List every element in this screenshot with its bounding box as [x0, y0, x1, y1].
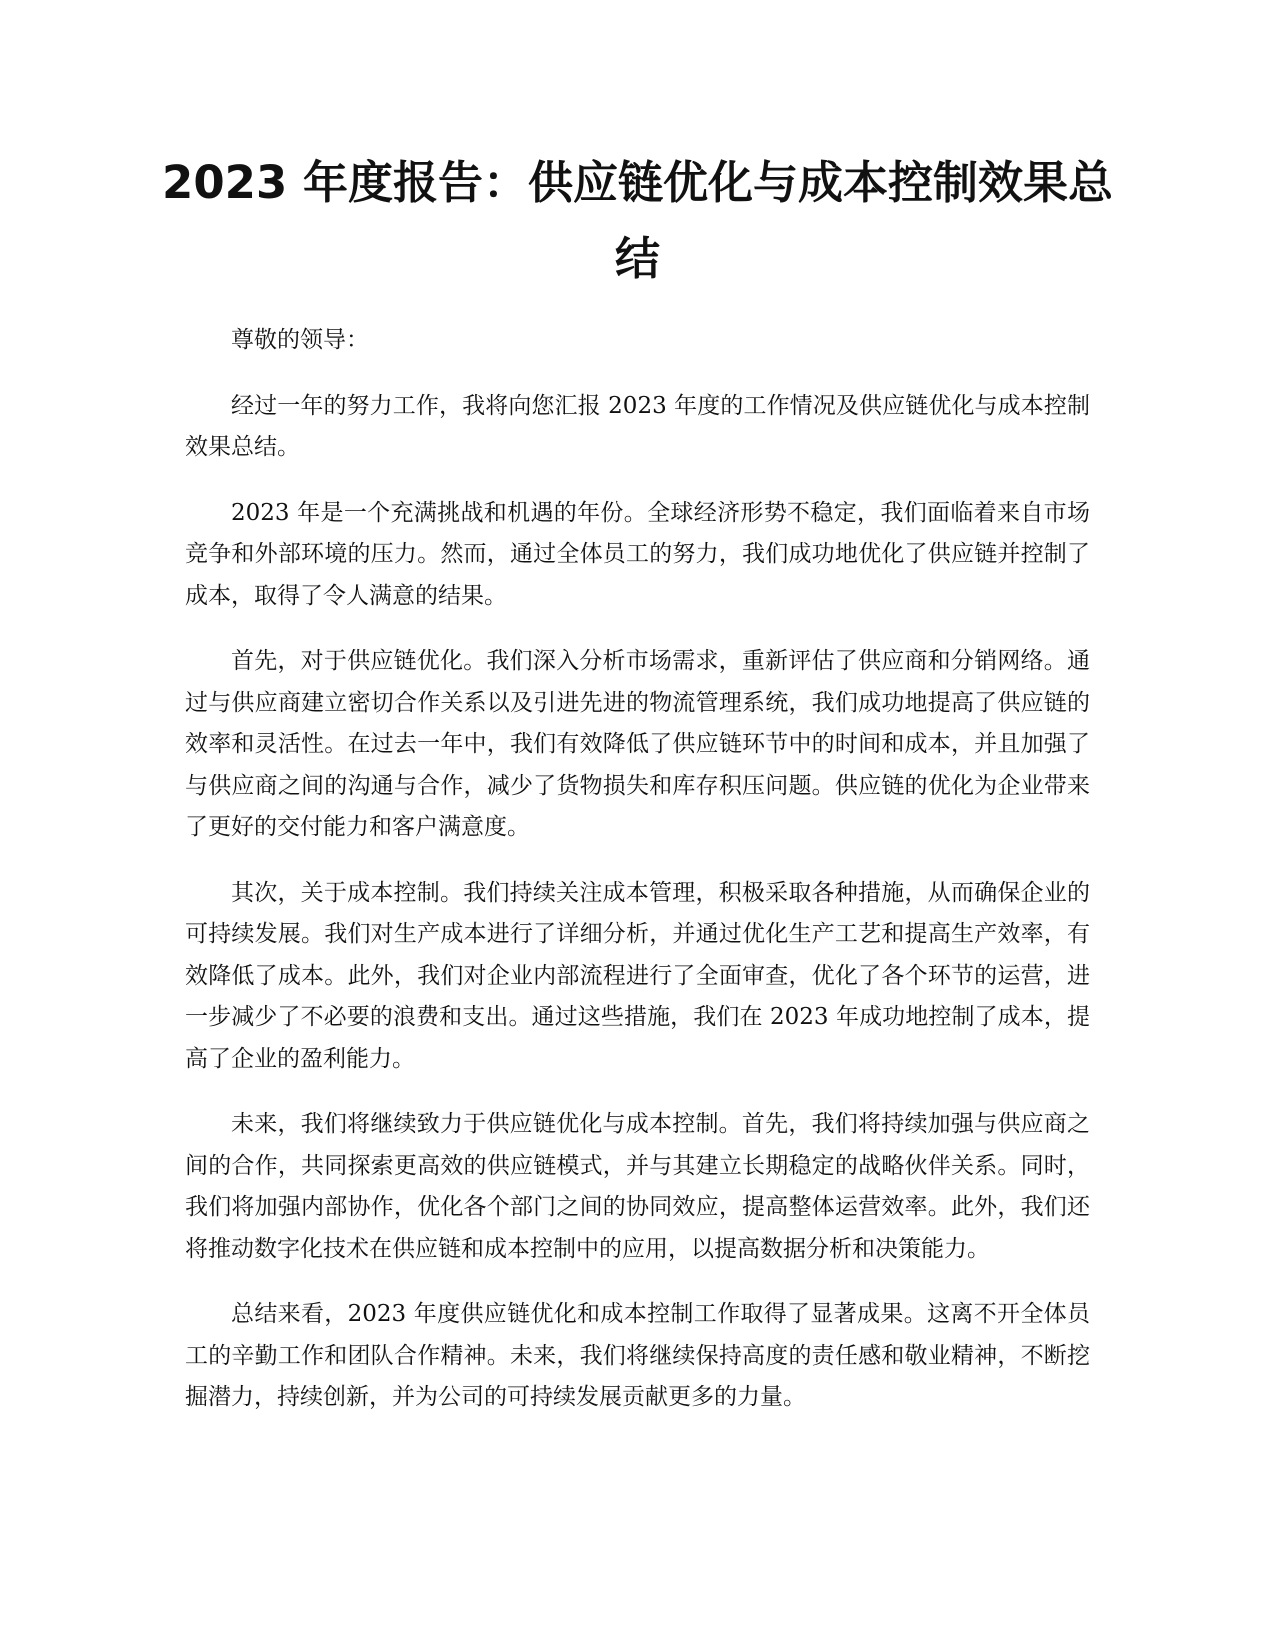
document-title: 2023 年度报告：供应链优化与成本控制效果总结: [162, 156, 1113, 285]
paragraph-future: 未来，我们将继续致力于供应链优化与成本控制。首先，我们将持续加强与供应商之间的合作，共同探索更高效的供应链模式，并与其建立长期稳定的战略伙伴关系。同时，我们将加强内部协作，优化各个部门之间的协同效应，提高整体运营效率。此外，我们还将推动数字化技术在供应链和成本控制中的应用，以提高数据分析和决策能力。: [185, 1111, 1090, 1262]
paragraph-cost-control: 其次，关于成本控制。我们持续关注成本管理，积极采取各种措施，从而确保企业的可持续发展。我们对生产成本进行了详细分析，并通过优化生产工艺和提高生产效率，有效降低了成本。此外，我们对企业内部流程进行了全面审查，优化了各个环节的运营，进一步减少了不必要的浪费和支出。通过这些措施，我们在 2023 年成功地控制了成本，提高了企业的盈利能力。: [185, 879, 1090, 1072]
paragraph-overview: 2023 年是一个充满挑战和机遇的年份。全球经济形势不稳定，我们面临着来自市场竞争和外部环境的压力。然而，通过全体员工的努力，我们成功地优化了供应链并控制了成本，取得了令人满意的结果。: [185, 499, 1090, 609]
paragraph-supply-chain: 首先，对于供应链优化。我们深入分析市场需求，重新评估了供应商和分销网络。通过与供应商建立密切合作关系以及引进先进的物流管理系统，我们成功地提高了供应链的效率和灵活性。在过去一年中，我们有效降低了供应链环节中的时间和成本，并且加强了与供应商之间的沟通与合作，减少了货物损失和库存积压问题。供应链的优化为企业带来了更好的交付能力和客户满意度。: [185, 648, 1090, 840]
paragraph-intro: 经过一年的努力工作，我将向您汇报 2023 年度的工作情况及供应链优化与成本控制效果总结。: [185, 392, 1090, 460]
salutation: 尊敬的领导：: [231, 327, 369, 353]
paragraph-summary: 总结来看，2023 年度供应链优化和成本控制工作取得了显著成果。这离不开全体员工的辛勤工作和团队合作精神。未来，我们将继续保持高度的责任感和敬业精神，不断挖掘潜力，持续创新，并为公司的可持续发展贡献更多的力量。: [185, 1301, 1090, 1410]
document-body: [185, 320, 1090, 1443]
